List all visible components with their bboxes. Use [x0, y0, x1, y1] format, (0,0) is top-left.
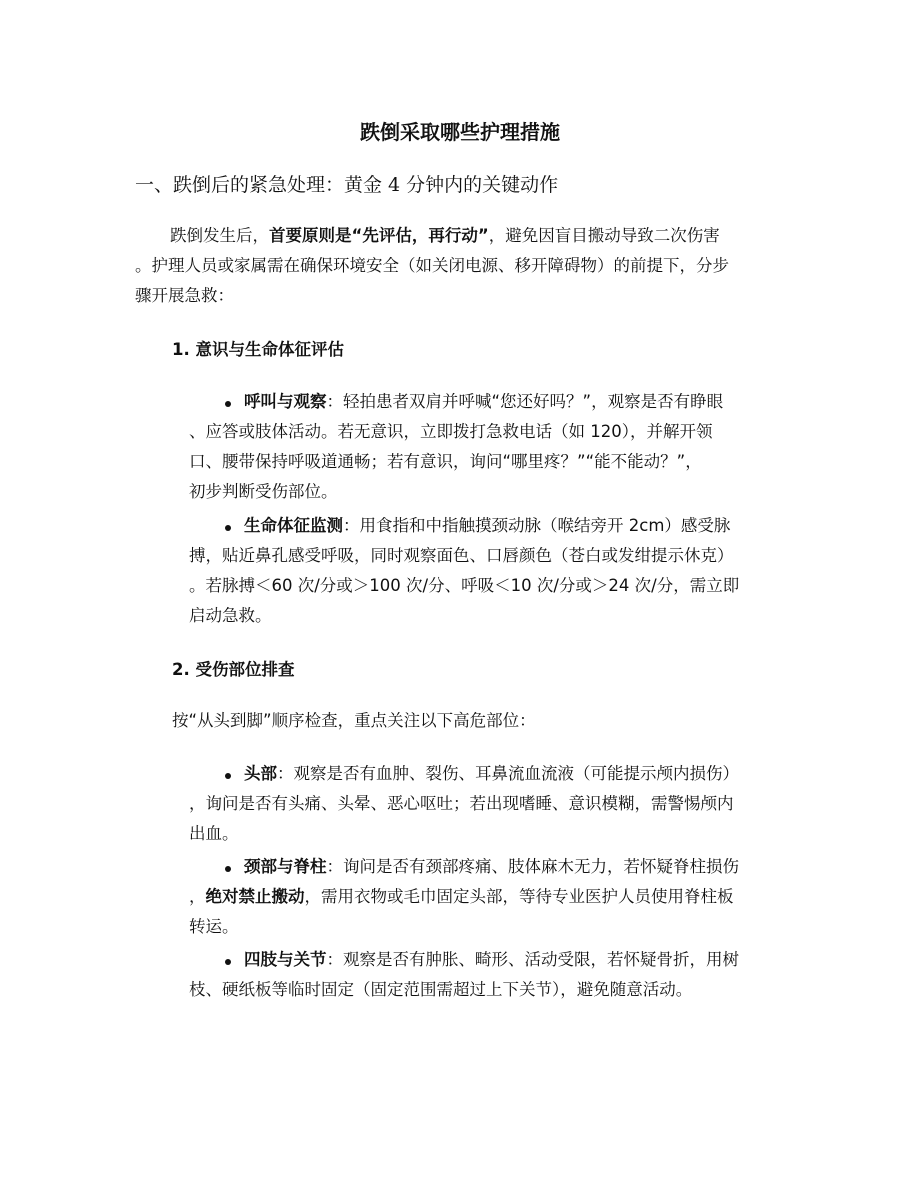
intro-line-2: 。护理人员或家属需在确保环境安全（如关闭电源、移开障碍物）的前提下，分步	[135, 256, 729, 275]
document-title: 跌倒采取哪些护理措施	[360, 120, 560, 144]
bullet-label: 生命体征监测	[244, 516, 343, 535]
intro-line-1: 跌倒发生后，首要原则是“先评估，再行动”，避免因盲目搬动导致二次伤害	[170, 226, 720, 245]
bullet-label: 四肢与关节	[244, 950, 327, 969]
list-item: 四肢与关节：观察是否有肿胀、畸形、活动受限，若怀疑骨折，用树 枝、硬纸板等临时固定（固定范围需超过上下关节），避免随意活动。	[189, 950, 739, 999]
warning-emphasis: 绝对禁止搬动	[205, 887, 305, 906]
bullet-label: 头部	[244, 764, 277, 783]
list-item: 头部：观察是否有血肿、裂伤、耳鼻流血流液（可能提示颅内损伤） ，询问是否有头痛、头晕、恶心呕吐；若出现嗜睡、意识模糊，需警惕颅内 出血。	[189, 764, 739, 843]
section-heading-1: 一、跌倒后的紧急处理：黄金 4 分钟内的关键动作	[135, 174, 559, 196]
intro-paragraph	[135, 221, 729, 311]
subsection-intro: 按“从头到脚”顺序检查，重点关注以下高危部位：	[172, 711, 536, 730]
subheading-1: 1. 意识与生命体征评估	[172, 340, 344, 359]
list-item: 生命体征监测：用食指和中指触摸颈动脉（喉结旁开 2cm）感受脉 搏，贴近鼻孔感受呼吸，同时观察面色、口唇颜色（苍白或发绀提示休克） 。若脉搏＜60 次/分或＞100 次/分、呼吸＜10 次/分或＞24 次/分，需立即 启动急救。	[189, 516, 740, 625]
list-item: 呼叫与观察：轻拍患者双肩并呼喊“您还好吗？”，观察是否有睁眼 、应答或肢体活动。若无意识，立即拨打急救电话（如 120），并解开领 口、腰带保持呼吸道通畅；若有意识，询问“哪里疼？”“能不能动？”， 初步判断受伤部位。	[189, 392, 724, 501]
intro-emphasis: 首要原则是“先评估，再行动”	[269, 226, 489, 245]
intro-line-3: 骤开展急救：	[135, 286, 234, 305]
list-item: 颈部与脊柱：询问是否有颈部疼痛、肢体麻木无力，若怀疑脊柱损伤 ，绝对禁止搬动，需用衣物或毛巾固定头部，等待专业医护人员使用脊柱板 转运。	[189, 857, 739, 936]
subheading-2: 2. 受伤部位排查	[172, 660, 295, 679]
bullet-label: 颈部与脊柱	[244, 857, 327, 876]
bullet-label: 呼叫与观察	[244, 392, 327, 411]
